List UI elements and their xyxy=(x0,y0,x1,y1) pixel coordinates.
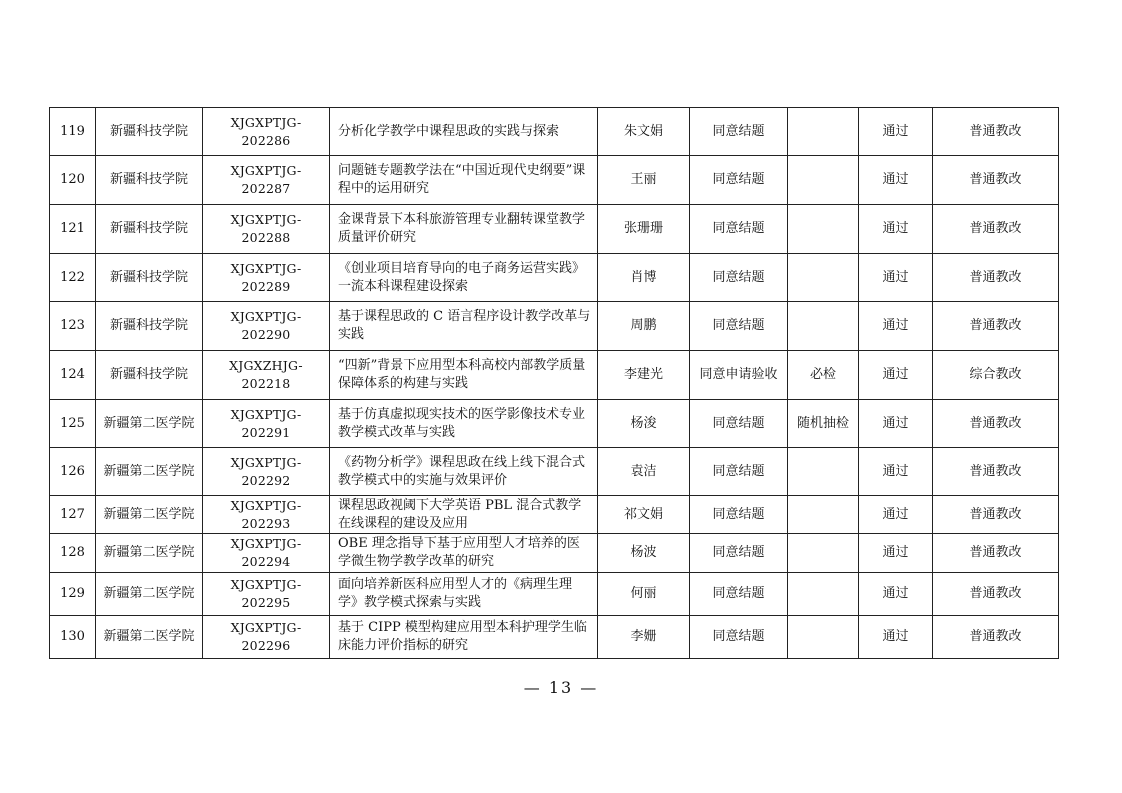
project-code-cell: XJGXPTJG-202294 xyxy=(203,534,330,573)
college-cell: 新疆第二医学院 xyxy=(96,496,203,534)
row-number-cell: 123 xyxy=(50,302,96,351)
project-code-cell: XJGXPTJG-202295 xyxy=(203,573,330,616)
leader-cell: 朱文娟 xyxy=(598,108,690,156)
project-title-cell: 问题链专题教学法在“中国近现代史纲要”课程中的运用研究 xyxy=(330,156,598,205)
check-cell xyxy=(788,448,859,496)
opinion-cell: 同意申请验收 xyxy=(690,351,788,400)
result-cell: 通过 xyxy=(859,496,933,534)
project-code-cell: XJGXPTJG-202291 xyxy=(203,400,330,448)
category-cell: 普通教改 xyxy=(933,496,1059,534)
category-cell: 综合教改 xyxy=(933,351,1059,400)
result-cell: 通过 xyxy=(859,302,933,351)
project-title-cell: 基于 CIPP 模型构建应用型本科护理学生临床能力评价指标的研究 xyxy=(330,616,598,659)
opinion-cell: 同意结题 xyxy=(690,573,788,616)
result-cell: 通过 xyxy=(859,156,933,205)
leader-cell: 何丽 xyxy=(598,573,690,616)
project-code-cell: XJGXZHJG-202218 xyxy=(203,351,330,400)
category-cell: 普通教改 xyxy=(933,254,1059,302)
row-number-cell: 119 xyxy=(50,108,96,156)
project-title-cell: 基于课程思政的 C 语言程序设计教学改革与实践 xyxy=(330,302,598,351)
project-code-cell: XJGXPTJG-202296 xyxy=(203,616,330,659)
result-cell: 通过 xyxy=(859,400,933,448)
row-number-cell: 127 xyxy=(50,496,96,534)
category-cell: 普通教改 xyxy=(933,616,1059,659)
opinion-cell: 同意结题 xyxy=(690,534,788,573)
project-code-cell: XJGXPTJG-202288 xyxy=(203,205,330,254)
leader-cell: 李建光 xyxy=(598,351,690,400)
row-number-cell: 121 xyxy=(50,205,96,254)
leader-cell: 张珊珊 xyxy=(598,205,690,254)
table-row xyxy=(50,302,1059,351)
leader-cell: 祁文娟 xyxy=(598,496,690,534)
table-row xyxy=(50,108,1059,156)
college-cell: 新疆第二医学院 xyxy=(96,400,203,448)
project-title-cell: 《创业项目培育导向的电子商务运营实践》一流本科课程建设探索 xyxy=(330,254,598,302)
category-cell: 普通教改 xyxy=(933,400,1059,448)
check-cell xyxy=(788,302,859,351)
project-title-cell: 分析化学教学中课程思政的实践与探索 xyxy=(330,108,598,156)
project-title-cell: 面向培养新医科应用型人才的《病理生理学》教学模式探索与实践 xyxy=(330,573,598,616)
project-title-cell: 金课背景下本科旅游管理专业翻转课堂教学质量评价研究 xyxy=(330,205,598,254)
table-row xyxy=(50,496,1059,534)
table-row xyxy=(50,534,1059,573)
row-number-cell: 130 xyxy=(50,616,96,659)
page-number: — 13 — xyxy=(523,678,599,697)
result-cell: 通过 xyxy=(859,448,933,496)
row-number-cell: 126 xyxy=(50,448,96,496)
row-number-cell: 125 xyxy=(50,400,96,448)
college-cell: 新疆科技学院 xyxy=(96,302,203,351)
result-cell: 通过 xyxy=(859,573,933,616)
result-cell: 通过 xyxy=(859,351,933,400)
project-title-cell: 基于仿真虚拟现实技术的医学影像技术专业教学模式改革与实践 xyxy=(330,400,598,448)
leader-cell: 王丽 xyxy=(598,156,690,205)
result-cell: 通过 xyxy=(859,108,933,156)
leader-cell: 肖博 xyxy=(598,254,690,302)
table-body xyxy=(50,108,1059,659)
check-cell xyxy=(788,108,859,156)
category-cell: 普通教改 xyxy=(933,573,1059,616)
opinion-cell: 同意结题 xyxy=(690,302,788,351)
check-cell xyxy=(788,254,859,302)
project-title-cell: 《药物分析学》课程思政在线上线下混合式教学模式中的实施与效果评价 xyxy=(330,448,598,496)
college-cell: 新疆第二医学院 xyxy=(96,616,203,659)
table-row xyxy=(50,573,1059,616)
project-title-cell: OBE 理念指导下基于应用型人才培养的医学微生物学教学改革的研究 xyxy=(330,534,598,573)
opinion-cell: 同意结题 xyxy=(690,254,788,302)
project-code-cell: XJGXPTJG-202286 xyxy=(203,108,330,156)
check-cell xyxy=(788,616,859,659)
check-cell xyxy=(788,156,859,205)
opinion-cell: 同意结题 xyxy=(690,205,788,254)
row-number-cell: 120 xyxy=(50,156,96,205)
project-code-cell: XJGXPTJG-202290 xyxy=(203,302,330,351)
college-cell: 新疆科技学院 xyxy=(96,351,203,400)
category-cell: 普通教改 xyxy=(933,156,1059,205)
college-cell: 新疆科技学院 xyxy=(96,205,203,254)
row-number-cell: 124 xyxy=(50,351,96,400)
college-cell: 新疆第二医学院 xyxy=(96,448,203,496)
college-cell: 新疆科技学院 xyxy=(96,156,203,205)
leader-cell: 杨浚 xyxy=(598,400,690,448)
college-cell: 新疆科技学院 xyxy=(96,254,203,302)
check-cell xyxy=(788,205,859,254)
row-number-cell: 128 xyxy=(50,534,96,573)
table-row xyxy=(50,351,1059,400)
project-code-cell: XJGXPTJG-202292 xyxy=(203,448,330,496)
opinion-cell: 同意结题 xyxy=(690,400,788,448)
opinion-cell: 同意结题 xyxy=(690,108,788,156)
opinion-cell: 同意结题 xyxy=(690,496,788,534)
project-title-cell: 课程思政视阈下大学英语 PBL 混合式教学在线课程的建设及应用 xyxy=(330,496,598,534)
row-number-cell: 122 xyxy=(50,254,96,302)
opinion-cell: 同意结题 xyxy=(690,616,788,659)
result-cell: 通过 xyxy=(859,534,933,573)
opinion-cell: 同意结题 xyxy=(690,156,788,205)
category-cell: 普通教改 xyxy=(933,302,1059,351)
opinion-cell: 同意结题 xyxy=(690,448,788,496)
check-cell xyxy=(788,496,859,534)
category-cell: 普通教改 xyxy=(933,205,1059,254)
check-cell: 随机抽检 xyxy=(788,400,859,448)
table-row xyxy=(50,400,1059,448)
leader-cell: 周鹏 xyxy=(598,302,690,351)
project-title-cell: “四新”背景下应用型本科高校内部教学质量保障体系的构建与实践 xyxy=(330,351,598,400)
row-number-cell: 129 xyxy=(50,573,96,616)
table-row xyxy=(50,616,1059,659)
result-cell: 通过 xyxy=(859,254,933,302)
table-row xyxy=(50,156,1059,205)
table-row xyxy=(50,254,1059,302)
table-row xyxy=(50,448,1059,496)
table-row xyxy=(50,205,1059,254)
leader-cell: 李姗 xyxy=(598,616,690,659)
check-cell xyxy=(788,534,859,573)
leader-cell: 杨波 xyxy=(598,534,690,573)
project-table xyxy=(49,107,1059,659)
project-code-cell: XJGXPTJG-202287 xyxy=(203,156,330,205)
college-cell: 新疆第二医学院 xyxy=(96,573,203,616)
college-cell: 新疆第二医学院 xyxy=(96,534,203,573)
project-code-cell: XJGXPTJG-202293 xyxy=(203,496,330,534)
college-cell: 新疆科技学院 xyxy=(96,108,203,156)
project-code-cell: XJGXPTJG-202289 xyxy=(203,254,330,302)
result-cell: 通过 xyxy=(859,205,933,254)
category-cell: 普通教改 xyxy=(933,448,1059,496)
category-cell: 普通教改 xyxy=(933,108,1059,156)
check-cell: 必检 xyxy=(788,351,859,400)
leader-cell: 袁洁 xyxy=(598,448,690,496)
check-cell xyxy=(788,573,859,616)
category-cell: 普通教改 xyxy=(933,534,1059,573)
result-cell: 通过 xyxy=(859,616,933,659)
